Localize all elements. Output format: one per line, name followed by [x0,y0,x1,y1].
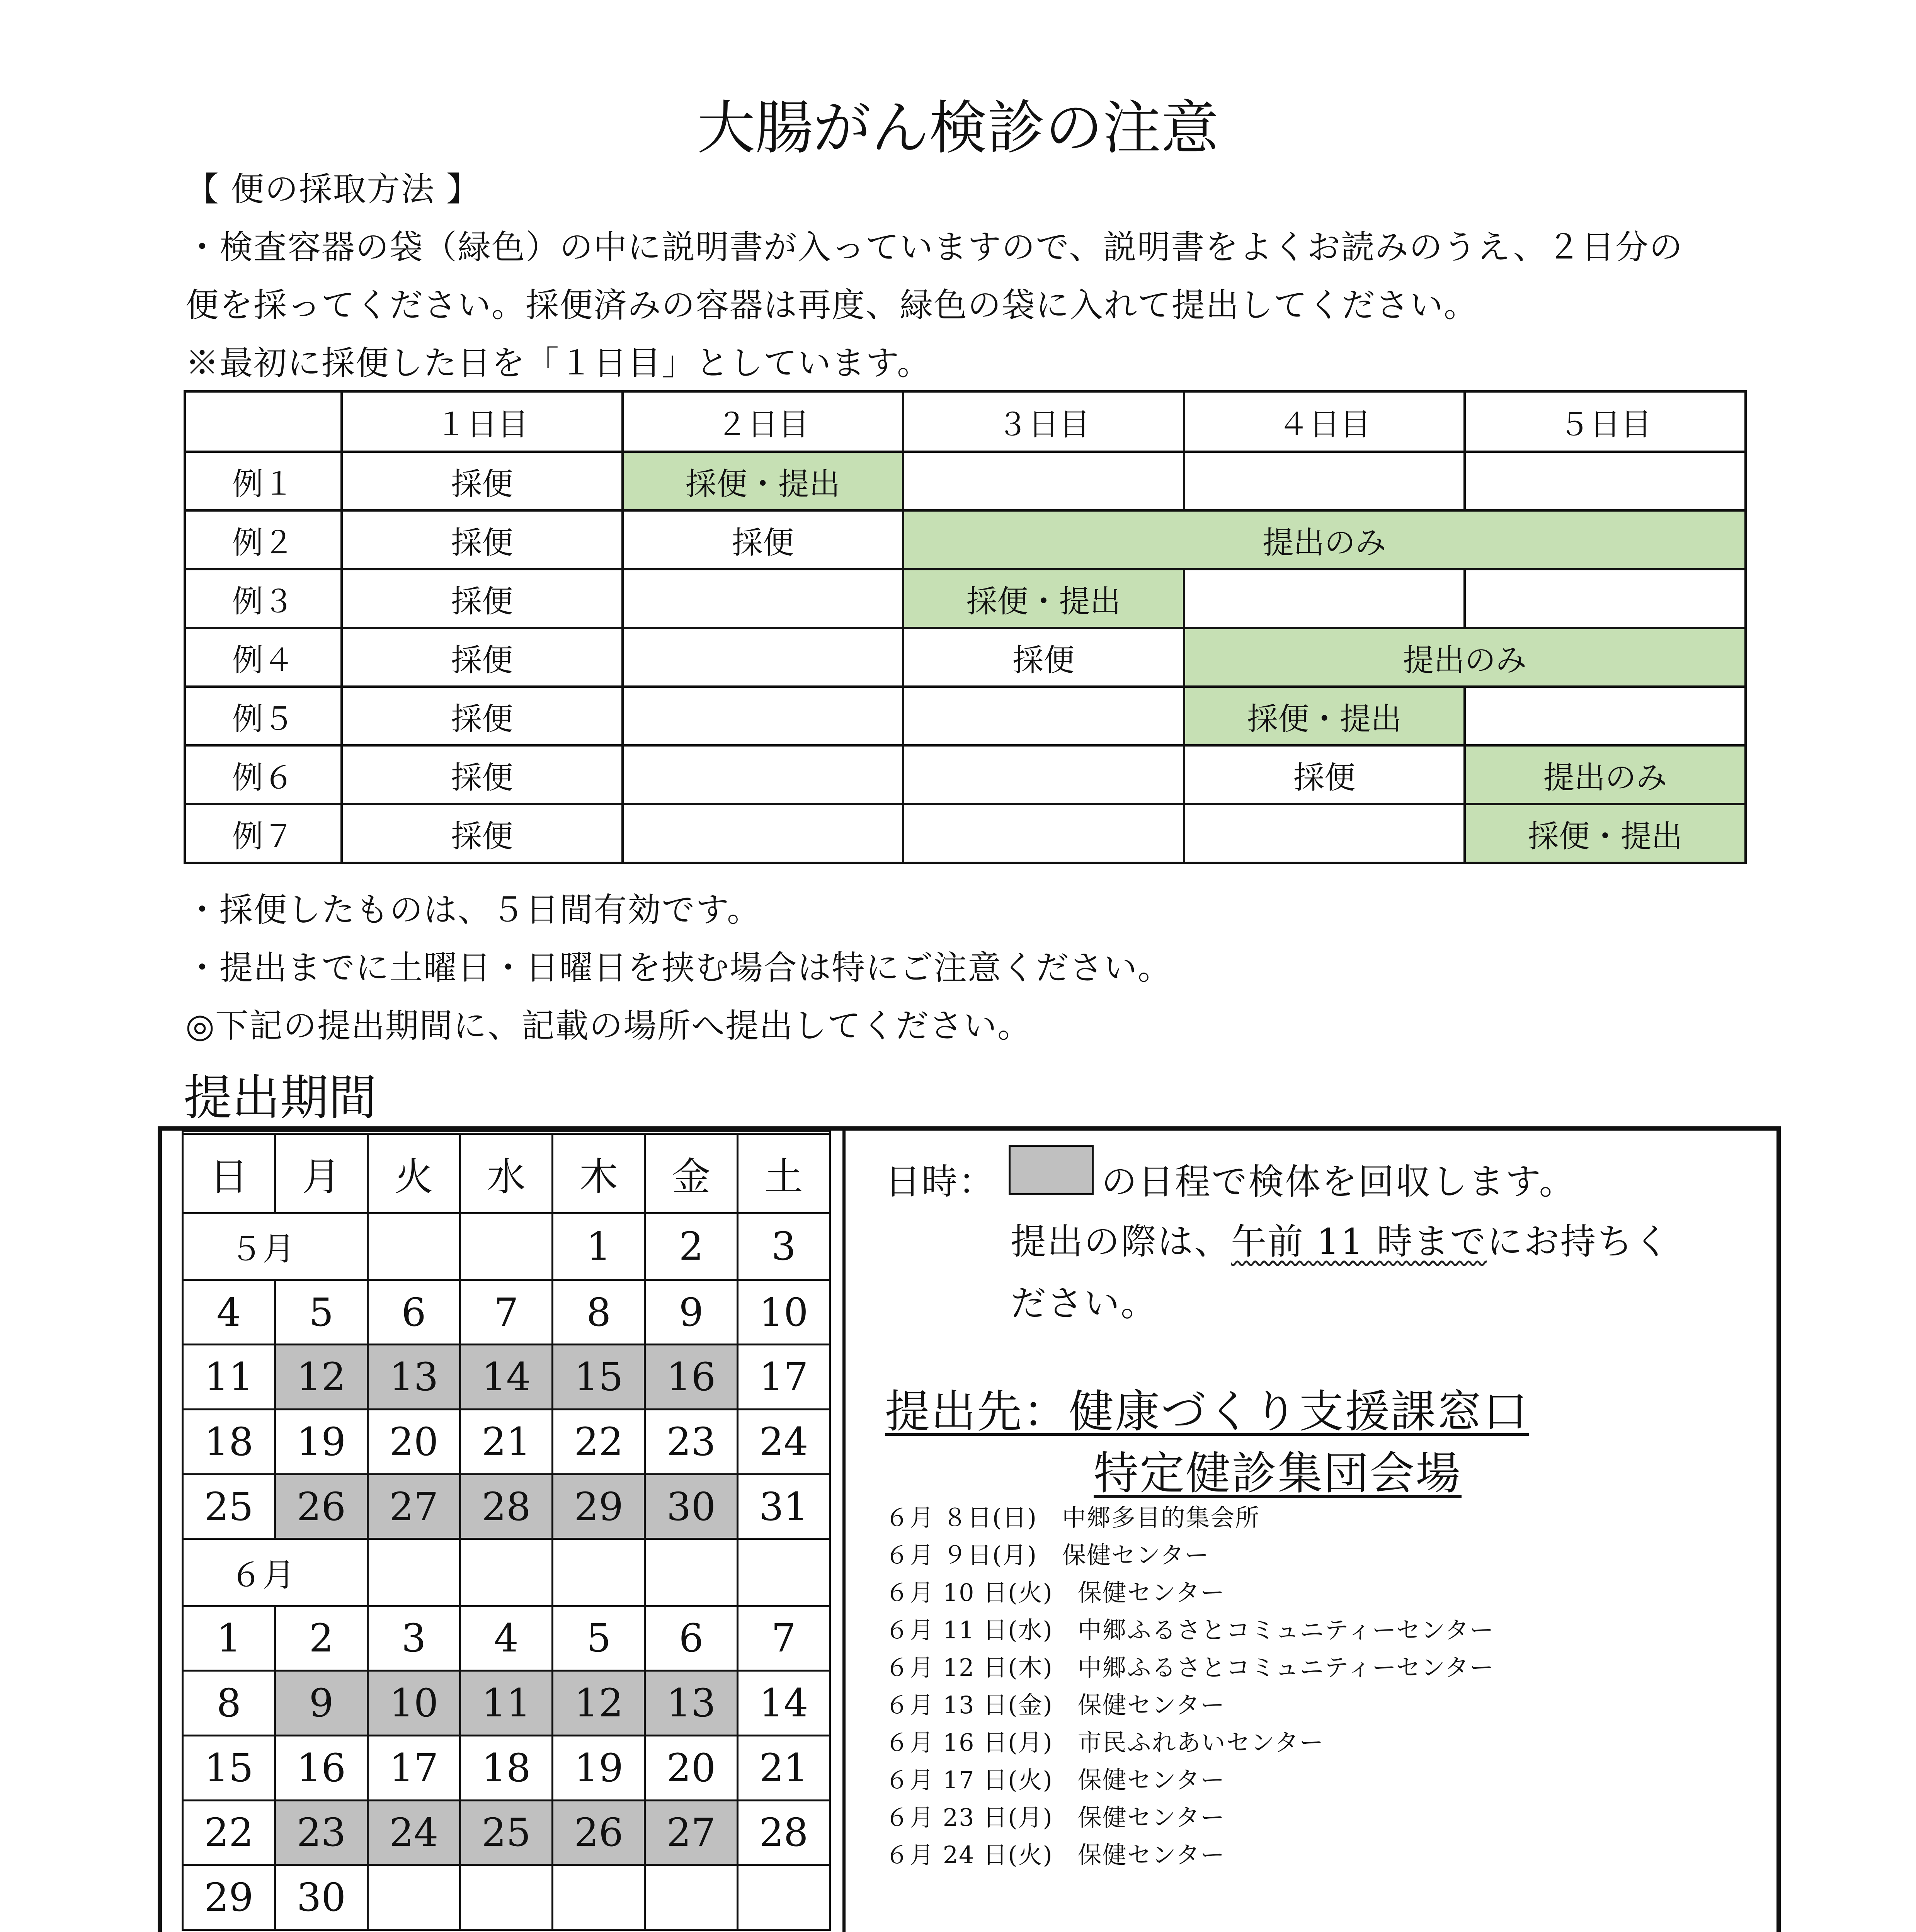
table-row [185,687,1746,745]
table-cell [623,569,904,628]
calendar-week [183,1345,830,1410]
calendar-day: 12 [553,1671,645,1736]
example-table [184,390,1747,864]
table-cell [1184,569,1465,628]
weekday-header: 水 [460,1134,552,1213]
place-item: ６月 23 日(月) 保健センター [885,1803,1225,1832]
table-row [185,569,1746,628]
example-table-header [185,391,1746,452]
place-item: ６月 ９日(月) 保健センター [885,1541,1210,1569]
row-label: 例７ [185,804,342,863]
calendar-week [183,1410,830,1475]
calendar-day: 17 [737,1345,830,1410]
table-cell: 採便・提出 [623,452,904,510]
table-cell [1184,452,1465,510]
calendar-day [553,1865,645,1930]
calendar-day: 23 [275,1800,368,1865]
calendar-day: 20 [645,1735,737,1800]
table-cell [1184,804,1465,863]
calendar-day: 7 [460,1280,552,1345]
calendar-day [737,1865,830,1930]
calendar-week [183,1865,830,1930]
table-cell: 採便・提出 [1184,687,1465,745]
datetime-label: 日時： [885,1161,995,1202]
destination-label: 提出先：健康づくり支援課窓口 [885,1386,1529,1438]
calendar-top-row [183,1131,830,1134]
calendar-day: 1 [553,1213,645,1280]
table-cell [623,687,904,745]
calendar-day: 29 [183,1865,275,1930]
calendar-day: 21 [460,1410,552,1475]
place-item: ６月 16 日(月) 市民ふれあいセンター [885,1728,1324,1757]
calendar-day: 19 [275,1410,368,1475]
row-label: 例４ [185,628,342,687]
table-cell: 採便 [623,510,904,569]
calendar-day: 25 [460,1800,552,1865]
calendar-day: 8 [553,1280,645,1345]
table-row [185,745,1746,804]
calendar [182,1130,831,1931]
bring-time-line-2: ださい。 [1011,1283,1158,1324]
calendar-day: 8 [183,1671,275,1736]
table-cell [1465,452,1746,510]
table-cell: 提出のみ [903,510,1746,569]
calendar-cell [553,1539,645,1606]
calendar-day: 9 [645,1280,737,1345]
calendar-day: 26 [275,1474,368,1539]
header-cell: ３日目 [903,391,1184,452]
calendar-day: 27 [645,1800,737,1865]
calendar-day: 11 [183,1345,275,1410]
calendar-day: 3 [368,1606,460,1671]
weekday-header: 日 [183,1134,275,1213]
table-cell [623,628,904,687]
calendar-day: 30 [275,1865,368,1930]
header-cell [185,391,342,452]
row-label: 例３ [185,569,342,628]
calendar-day: 29 [553,1474,645,1539]
place-item: ６月 ８日(日) 中郷多目的集会所 [885,1503,1260,1532]
bring-time-line: 提出の際は、午前 11 時までにお持ちく [1011,1221,1671,1262]
calendar-day: 22 [183,1800,275,1865]
weekday-header: 金 [645,1134,737,1213]
header-cell: １日目 [342,391,623,452]
header-cell: ２日目 [623,391,904,452]
calendar-day: 28 [460,1474,552,1539]
table-cell [623,745,904,804]
calendar-day: 15 [183,1735,275,1800]
header-cell: ４日目 [1184,391,1465,452]
calendar-week [183,1800,830,1865]
calendar-day: 25 [183,1474,275,1539]
calendar-day: 5 [275,1280,368,1345]
calendar-cell [368,1213,460,1280]
weekday-header: 木 [553,1134,645,1213]
calendar-week [183,1280,830,1345]
calendar-day: 26 [553,1800,645,1865]
note-submit-place: ◎下記の提出期間に、記載の場所へ提出してください。 [185,1007,1032,1045]
weekday-header: 土 [737,1134,830,1213]
weekday-row [183,1134,830,1213]
calendar-week [183,1735,830,1800]
period-heading: 提出期間 [184,1070,377,1126]
calendar-day: 18 [183,1410,275,1475]
period-divider [842,1130,846,1932]
table-cell: 採便 [342,452,623,510]
row-label: 例１ [185,452,342,510]
calendar-day: 17 [368,1735,460,1800]
table-cell: 採便・提出 [903,569,1184,628]
method-line-3: ※最初に採便した日を「１日目」としています。 [185,344,931,383]
method-line-1: ・検査容器の袋（緑色）の中に説明書が入っていますので、説明書をよくお読みのうえ、２日分の [185,228,1683,267]
table-cell: 採便 [342,628,623,687]
place-item: ６月 24 日(火) 保健センター [885,1841,1225,1869]
calendar-week [183,1474,830,1539]
calendar-week [183,1671,830,1736]
month-label-june: ６月 [183,1539,368,1606]
header-cell: ５日目 [1465,391,1746,452]
calendar-day: 19 [553,1735,645,1800]
method-heading: 【 便の採取方法 】 [185,170,480,209]
note-weekend: ・提出までに土曜日・日曜日を挟む場合は特にご注意ください。 [185,949,1172,987]
calendar-cell [460,1213,552,1280]
calendar-day: 9 [275,1671,368,1736]
calendar-day: 15 [553,1345,645,1410]
calendar-day: 12 [275,1345,368,1410]
calendar-day: 20 [368,1410,460,1475]
shaded-date-legend [1009,1145,1094,1195]
calendar-day: 11 [460,1671,552,1736]
calendar-day [460,1865,552,1930]
table-row [185,452,1746,510]
place-item: ６月 13 日(金) 保健センター [885,1691,1225,1719]
table-cell: 採便 [342,569,623,628]
calendar-top-blank [183,1131,830,1134]
calendar-day: 21 [737,1735,830,1800]
datetime-text: の日程で検体を回収します。 [1101,1161,1576,1202]
calendar-day: 2 [275,1606,368,1671]
table-row [185,510,1746,569]
calendar-day: 22 [553,1410,645,1475]
calendar-day: 6 [368,1280,460,1345]
row-label: 例２ [185,510,342,569]
place-item: ６月 12 日(木) 中郷ふるさとコミュニティーセンター [885,1653,1494,1682]
table-cell [1465,569,1746,628]
table-cell [903,745,1184,804]
table-cell: 採便 [903,628,1184,687]
calendar-day [645,1865,737,1930]
table-cell: 提出のみ [1184,628,1746,687]
calendar-day: 16 [645,1345,737,1410]
month-label-may: ５月 [183,1213,368,1280]
calendar-cell [368,1539,460,1606]
weekday-header: 月 [275,1134,368,1213]
row-label: 例６ [185,745,342,804]
place-item: ６月 10 日(火) 保健センター [885,1578,1225,1607]
calendar-day: 6 [645,1606,737,1671]
table-cell: 採便 [1184,745,1465,804]
calendar-day: 7 [737,1606,830,1671]
destination-line-2: 特定健診集団会場 [1094,1447,1462,1500]
calendar-day: 2 [645,1213,737,1280]
table-cell: 採便・提出 [1465,804,1746,863]
calendar-cell [737,1539,830,1606]
calendar-month-row [183,1539,830,1606]
table-cell: 採便 [342,687,623,745]
calendar-day: 24 [368,1800,460,1865]
calendar-day: 27 [368,1474,460,1539]
calendar-day: 24 [737,1410,830,1475]
calendar-day [368,1865,460,1930]
calendar-day: 4 [460,1606,552,1671]
calendar-day: 4 [183,1280,275,1345]
table-cell: 採便 [342,510,623,569]
page-title: 大腸がん検診の注意 [697,95,1219,162]
calendar-day: 16 [275,1735,368,1800]
calendar-cell [460,1539,552,1606]
table-cell: 提出のみ [1465,745,1746,804]
calendar-day: 14 [737,1671,830,1736]
table-row [185,628,1746,687]
calendar-day: 10 [737,1280,830,1345]
calendar-day: 10 [368,1671,460,1736]
method-line-2: 便を採ってください。採便済みの容器は再度、緑色の袋に入れて提出してください。 [185,286,1478,325]
calendar-day: 18 [460,1735,552,1800]
row-label: 例５ [185,687,342,745]
table-cell [623,804,904,863]
calendar-day: 30 [645,1474,737,1539]
calendar-week [183,1213,830,1280]
table-cell: 採便 [342,804,623,863]
place-item: ６月 11 日(水) 中郷ふるさとコミュニティーセンター [885,1616,1494,1644]
calendar-day: 3 [737,1213,830,1280]
place-item: ６月 17 日(火) 保健センター [885,1766,1225,1794]
table-row [185,804,1746,863]
table-cell [1465,687,1746,745]
calendar-day: 31 [737,1474,830,1539]
calendar-day: 14 [460,1345,552,1410]
calendar-day: 23 [645,1410,737,1475]
note-valid-days: ・採便したものは、５日間有効です。 [185,891,761,929]
weekday-header: 火 [368,1134,460,1213]
calendar-day: 5 [553,1606,645,1671]
calendar-cell [645,1539,737,1606]
table-cell [903,687,1184,745]
calendar-week [183,1606,830,1671]
table-cell: 採便 [342,745,623,804]
calendar-day: 13 [368,1345,460,1410]
table-cell [903,452,1184,510]
calendar-day: 1 [183,1606,275,1671]
calendar-day: 28 [737,1800,830,1865]
calendar-day: 13 [645,1671,737,1736]
table-cell [903,804,1184,863]
